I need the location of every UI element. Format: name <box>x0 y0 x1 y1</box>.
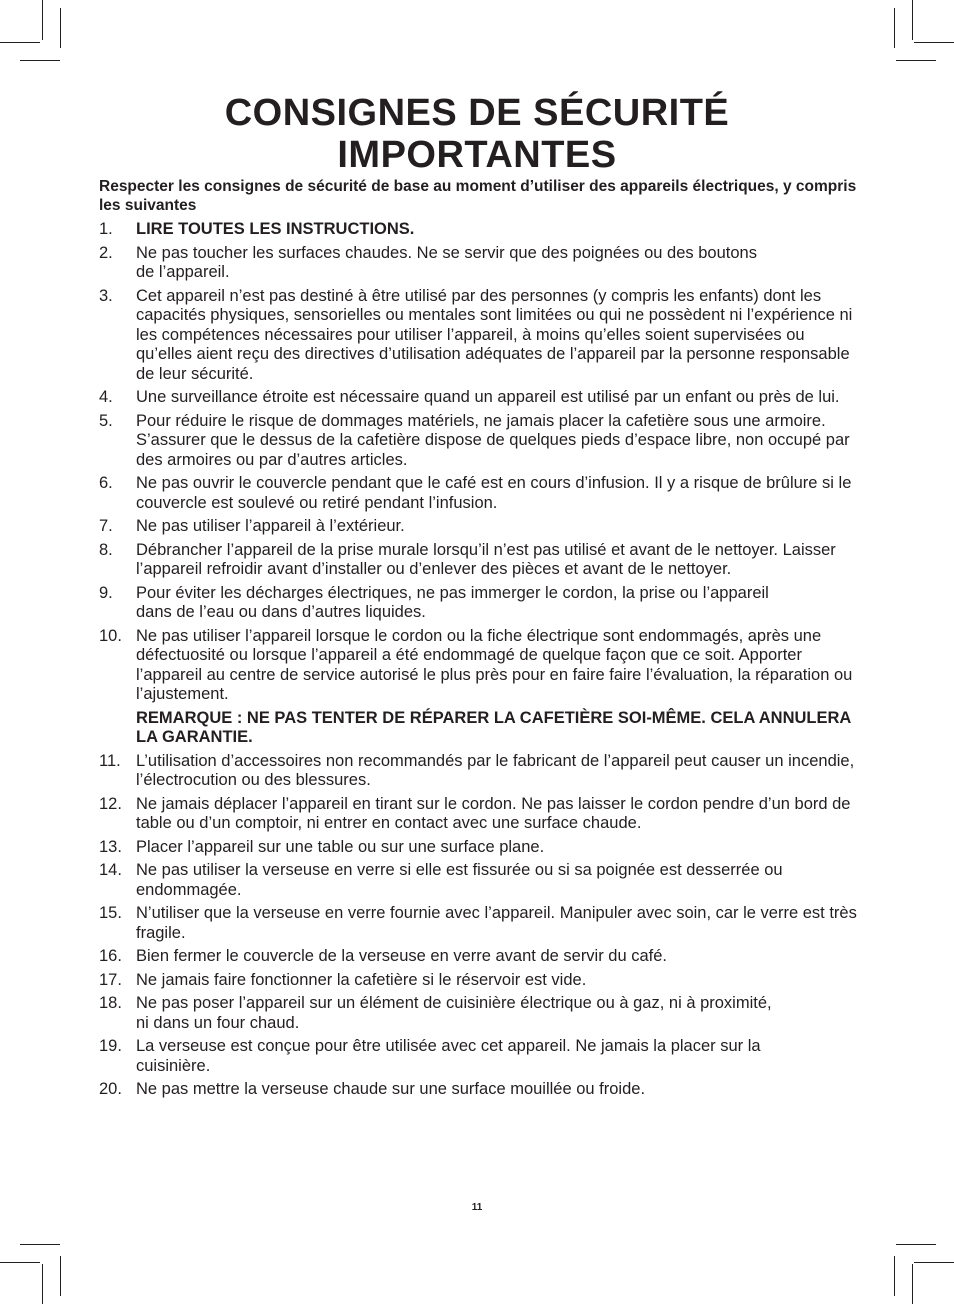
item-text: Ne pas toucher les surfaces chaudes. Ne se servir que des poignées ou des boutons de l’appareil. <box>136 243 757 281</box>
safety-list <box>99 220 859 1104</box>
crop-mark <box>896 1244 936 1245</box>
list-item <box>99 904 859 943</box>
item-text: Ne jamais faire fonctionner la cafetière si le réservoir est vide. <box>136 970 587 989</box>
item-number: 3. <box>99 286 113 305</box>
item-text: Ne pas utiliser l’appareil lorsque le cordon ou la fiche électrique sont endommagés, après une défectuosité ou lorsque l’appareil a été endommagé de quelque façon que ce soit. Apporter l’appareil au centre de service autorisé le plus près pour en faire faire l’évaluation, la réparation ou l’ajustement. <box>136 626 853 703</box>
list-item <box>99 244 859 283</box>
crop-mark <box>0 1262 40 1263</box>
item-number: 15. <box>99 904 122 922</box>
item-text: Débrancher l’appareil de la prise murale lorsqu’il n’est pas utilisé et avant de le nettoyer. Laisser l’appareil refroidir avant d’installer ou d’enlever des pièces et avant de le nettoyer. <box>136 540 836 578</box>
item-number: 19. <box>99 1037 122 1055</box>
item-text: Ne pas ouvrir le couvercle pendant que le café est en cours d’infusion. Il y a risque de brûlure si le couvercle est soulevé ou retiré pendant l’infusion. <box>136 474 852 512</box>
crop-mark <box>912 0 913 40</box>
title-line-2: IMPORTANTES <box>337 134 617 176</box>
item-text: Ne pas mettre la verseuse chaude sur une surface mouillée ou froide. <box>136 1080 646 1098</box>
list-item <box>99 627 859 705</box>
item-text: N’utiliser que la verseuse en verre fournie avec l’appareil. Manipuler avec soin, car le verre est très fragile. <box>136 904 857 942</box>
list-item <box>99 1037 859 1076</box>
item-text: Bien fermer le couvercle de la verseuse en verre avant de servir du café. <box>136 947 668 965</box>
crop-mark <box>42 1264 43 1304</box>
item-number: 12. <box>99 794 122 813</box>
list-item <box>99 474 859 513</box>
item-text: Cet appareil n’est pas destiné à être utilisé par des personnes (y compris les enfants) dont les capacités physiques, sensorielles ou mentales sont limitées ou qui ne possèdent ni l’expérience ni les compétences nécessaires pour utiliser l’appareil, à moins qu’elles soient supervisées ou qu’elles aient reçu des directives d’utilisation adéquates de l’appareil par la personne responsable de leur sécurité. <box>136 286 853 383</box>
list-item <box>99 541 859 580</box>
list-item <box>99 1080 859 1100</box>
list-item <box>99 584 859 623</box>
item-text: Une surveillance étroite est nécessaire quand un appareil est utilisé par un enfant ou près de lui. <box>136 388 840 406</box>
item-number: 7. <box>99 517 113 535</box>
list-item <box>99 388 859 408</box>
crop-mark <box>42 0 43 40</box>
item-number: 13. <box>99 837 122 856</box>
item-number: 10. <box>99 626 122 645</box>
page-title <box>0 92 954 176</box>
crop-mark <box>914 42 954 43</box>
item-number: 17. <box>99 970 122 989</box>
item-number: 11. <box>99 751 121 770</box>
crop-mark <box>894 1256 895 1296</box>
item-number: 5. <box>99 411 113 430</box>
item-text: La verseuse est conçue pour être utilisée avec cet appareil. Ne jamais la placer sur la cuisinière. <box>136 1037 761 1075</box>
title-line-1: CONSIGNES DE SÉCURITÉ <box>224 92 730 134</box>
list-item <box>99 517 859 537</box>
crop-mark <box>60 1256 61 1296</box>
crop-mark <box>60 8 61 48</box>
list-item <box>99 994 859 1033</box>
item-text: Ne pas poser l’appareil sur un élément de cuisinière électrique ou à gaz, ni à proximité, ni dans un four chaud. <box>136 994 772 1032</box>
item-text: Ne pas utiliser l’appareil à l’extérieur. <box>136 517 405 535</box>
list-item <box>99 220 859 240</box>
item-text: Pour réduire le risque de dommages matériels, ne jamais placer la cafetière sous une armoire. S’assurer que le dessus de la cafetière dispose de quelques pieds d’espace libre, non occupé par des armoires ou par d’autres articles. <box>136 411 850 469</box>
crop-mark <box>20 60 60 61</box>
item-number: 9. <box>99 583 113 602</box>
item-number: 2. <box>99 243 113 262</box>
crop-mark <box>912 1264 913 1304</box>
crop-mark <box>896 60 936 61</box>
list-item <box>99 947 859 967</box>
item-number: 14. <box>99 861 122 879</box>
crop-mark <box>20 1244 60 1245</box>
item-text: Ne pas utiliser la verseuse en verre si elle est fissurée ou si sa poignée est desserrée ou endommagée. <box>136 861 783 899</box>
page-number: 11 <box>471 1202 483 1213</box>
list-item <box>99 287 859 385</box>
list-item <box>99 752 859 791</box>
list-item <box>99 795 859 834</box>
item-number: 4. <box>99 388 113 406</box>
list-item <box>99 971 859 991</box>
item-number: 18. <box>99 994 122 1012</box>
item-text: Placer l’appareil sur une table ou sur une surface plane. <box>136 837 545 856</box>
item-text: Pour éviter les décharges électriques, ne pas immerger le cordon, la prise ou l’appareil dans de l’eau ou dans d’autres liquides. <box>136 583 769 621</box>
list-item <box>99 861 859 900</box>
item-number: 8. <box>99 540 113 559</box>
list-item <box>99 412 859 471</box>
item-text: Ne jamais déplacer l’appareil en tirant sur le cordon. Ne pas laisser le cordon pendre d’un bord de table ou d’un comptoir, ni entrer en contact avec une surface chaude. <box>136 794 851 832</box>
item-number: 20. <box>99 1080 122 1098</box>
item-number: 1. <box>99 220 113 238</box>
item-number: 6. <box>99 474 113 492</box>
repair-note: REMARQUE : NE PAS TENTER DE RÉPARER LA CAFETIÈRE SOI-MÊME. CELA ANNULERA LA GARANTIE. <box>136 708 851 746</box>
crop-mark <box>0 42 40 43</box>
item-text: LIRE TOUTES LES INSTRUCTIONS. <box>136 220 415 238</box>
crop-mark <box>894 8 895 48</box>
intro-text: Respecter les consignes de sécurité de base au moment d’utiliser des appareils électriques, y compris les suivantes <box>99 178 857 214</box>
item-text: L’utilisation d’accessoires non recommandés par le fabricant de l’appareil peut causer un incendie, l’électrocution ou des blessures. <box>136 751 855 789</box>
crop-mark <box>914 1262 954 1263</box>
item-number: 16. <box>99 947 122 965</box>
list-item <box>99 838 859 858</box>
